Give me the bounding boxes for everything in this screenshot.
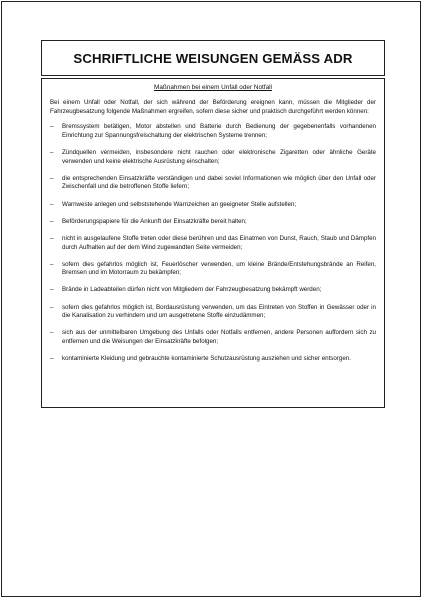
list-item <box>50 329 376 346</box>
list-item-text: die entsprechenden Einsatzkräfte verständigen und dabei soviel Informationen wie möglich über den Unfall oder Zwischenfall und die betroffenen Stoffe liefern; <box>62 174 376 191</box>
list-item <box>50 355 376 364</box>
bullet-dash: – <box>50 260 54 268</box>
bullet-dash: – <box>50 200 54 208</box>
bullet-dash: – <box>50 148 54 156</box>
list-item-text: sich aus der unmittelbaren Umgebung des Unfalls oder Notfalls entfernen, andere Personen auffordern sich zu entfernen und die Weisungen der Einsatzkräfte befolgen; <box>62 329 376 346</box>
list-item <box>50 175 376 192</box>
bullet-dash: – <box>50 217 54 225</box>
bullet-dash: – <box>50 174 54 182</box>
title-box <box>41 40 385 76</box>
section-subtitle: Maßnahmen bei einem Unfall oder Notfall <box>154 84 272 91</box>
list-item <box>50 261 376 278</box>
list-item-text: kontaminierte Kleidung und gebrauchte kontaminierte Schutzausrüstung ausziehen und sicher entsorgen. <box>62 355 351 363</box>
list-item-text: Bremssystem betätigen, Motor abstellen und Batterie durch Bedienung der gegebenenfalls vorhandenen Einrichtung zur Spannungsfreischaltung der elektrischen Systeme trennen; <box>62 123 376 139</box>
bullet-dash: – <box>50 329 54 337</box>
list-item <box>50 286 376 295</box>
bullet-dash: – <box>50 234 54 242</box>
list-item-text: Warnweste anlegen und selbststehende Warnzeichen an geeigneter Stelle aufstellen; <box>62 200 297 208</box>
list-item-text: sofern dies gefahrlos möglich ist, Feuerlöscher verwenden, um kleine Brände/Entstehungsbrände an Reifen, Bremsen und im Motorraum zu bekämpfen; <box>62 260 376 277</box>
list-item <box>50 149 376 166</box>
bullet-dash: – <box>50 303 54 311</box>
list-item <box>50 218 376 227</box>
list-item <box>50 123 376 140</box>
list-item-text: Zündquellen vermeiden, insbesondere nicht rauchen oder elektronische Zigaretten oder ähnliche Geräte verwenden und keine elektrische Ausrüstung einschalten; <box>62 148 376 165</box>
list-item-text: nicht in ausgelaufene Stoffe treten oder diese berühren und das Einatmen von Dunst, Rauch, Staub und Dämpfen durch Aufhalten auf der dem Wind zugewandten Seite vermeiden; <box>62 234 376 251</box>
bullet-dash: – <box>50 286 54 294</box>
instruction-list <box>50 123 376 364</box>
list-item-text: Beförderungspapiere für die Ankunft der Einsatzkräfte bereit halten; <box>62 217 247 225</box>
document-title: SCHRIFTLICHE WEISUNGEN GEMÄSS ADR <box>73 50 353 66</box>
bullet-dash: – <box>50 123 54 131</box>
list-item-text: Brände in Ladeabteilen dürfen nicht von Mitgliedern der Fahrzeugbesatzung bekämpft werden; <box>62 286 322 294</box>
list-item <box>50 235 376 252</box>
document <box>41 40 385 408</box>
list-item-text: sofern dies gefahrlos möglich ist, Bordausrüstung verwenden, um das Eintreten von Stoffen in Gewässer oder in die Kanalisation zu verhindern und um ausgetretene Stoffe einzudämmen; <box>62 303 376 320</box>
list-item <box>50 304 376 321</box>
content-box <box>41 78 385 408</box>
bullet-dash: – <box>50 355 54 363</box>
intro-paragraph: Bei einem Unfall oder Notfall, der sich während der Beförderung ereignen kann, müssen die Mitglieder der Fahrzeugbesatzung folgende Maßnahmen ergreifen, sofern diese sicher und praktisch durchgeführt werden können: <box>50 99 376 115</box>
list-item <box>50 201 376 210</box>
